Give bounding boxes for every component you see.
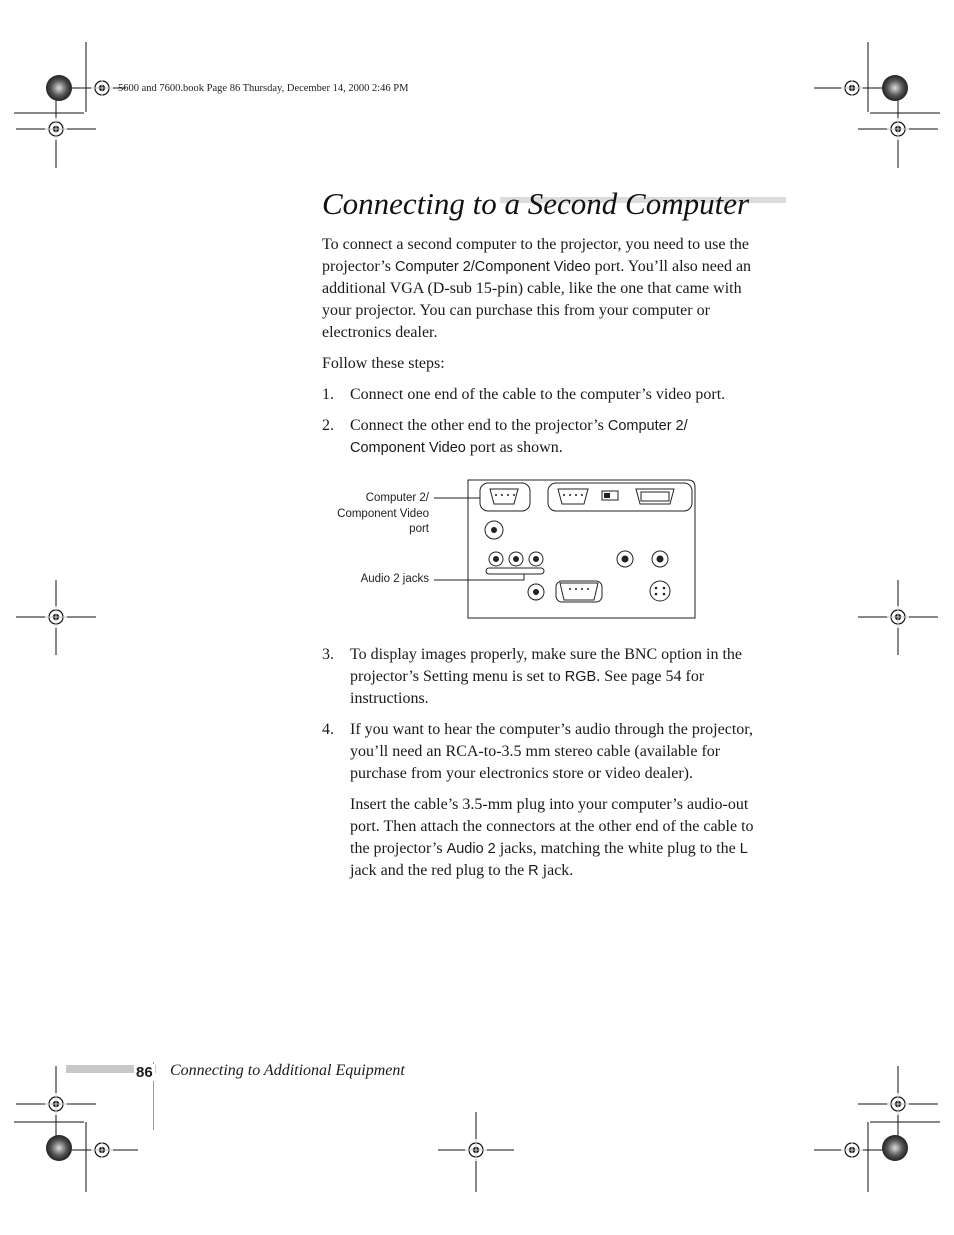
intro-paragraph: [322, 234, 792, 344]
callout-audio2-jacks: Audio 2 jacks: [360, 573, 429, 585]
step-line: [350, 437, 790, 459]
step-line: To display images properly, make sure the BNC option in the: [350, 646, 742, 663]
page-number: 86: [136, 1064, 153, 1081]
step-4-text: [350, 719, 790, 785]
step-1-text: Connect one end of the cable to the computer’s video port.: [350, 386, 726, 403]
intro-line: To connect a second computer to the projector, you need to use the: [322, 236, 749, 253]
callout-line: port: [409, 523, 429, 535]
step-text: port as shown.: [465, 439, 563, 456]
step-line: If you want to hear the computer’s audio through the projector,: [350, 721, 753, 738]
step-text: projector’s Setting menu is set to: [350, 668, 565, 685]
step-text: jacks, matching the white plug to the: [495, 840, 740, 857]
step-line: instructions.: [350, 690, 429, 707]
step-number: 4.: [322, 721, 334, 738]
step-number: 1.: [322, 386, 334, 403]
port-name: Component Video: [350, 440, 466, 456]
step-text: . See page 54 for: [596, 668, 705, 685]
intro-text: projector’s: [322, 258, 396, 275]
footer-section-title: Connecting to Additional Equipment: [170, 1062, 405, 1079]
step-text: jack.: [538, 862, 574, 879]
callout-line: Component Video: [337, 507, 429, 520]
step-line: [350, 415, 790, 437]
jack-label: L: [739, 841, 748, 857]
follow-steps-label: Follow these steps:: [322, 355, 445, 372]
port-name: Computer 2/Component Video: [395, 259, 591, 275]
step-line: port. Then attach the connectors at the other end of the cable to: [350, 818, 754, 835]
print-header-info: 5600 and 7600.book Page 86 Thursday, December 14, 2000 2:46 PM: [118, 83, 409, 94]
step-text: Connect the other end to the projector’s: [350, 417, 608, 434]
step-line: [350, 860, 790, 882]
step-4-detail: [350, 794, 790, 882]
step-2-text: [350, 415, 790, 459]
step-number: 3.: [322, 646, 334, 663]
menu-value: RGB: [564, 669, 597, 685]
step-text: jack and the red plug to the: [350, 862, 529, 879]
intro-line: [322, 256, 792, 278]
step-number: 2.: [322, 417, 334, 434]
callout-line: Computer 2/: [365, 492, 429, 504]
step-line: [350, 666, 790, 688]
projector-panel-figure: [318, 478, 718, 624]
step-3-text: [350, 644, 790, 710]
step-text: the projector’s: [350, 840, 447, 857]
intro-line: electronics dealer.: [322, 324, 438, 341]
intro-line: your projector. You can purchase this from your computer or: [322, 302, 710, 319]
step-line: purchase from your electronics store or video dealer).: [350, 765, 693, 782]
jack-label: R: [528, 863, 539, 879]
port-name: Computer 2/: [607, 418, 688, 434]
intro-text: port. You’ll also need an: [590, 258, 752, 275]
intro-line: additional VGA (D-sub 15-pin) cable, like the one that came with: [322, 280, 742, 297]
step-line: [350, 838, 790, 860]
step-line: Insert the cable’s 3.5-mm plug into your computer’s audio-out: [350, 796, 749, 813]
port-name: Audio 2: [446, 841, 496, 857]
page-title: Connecting to a Second Computer: [322, 186, 750, 221]
callout-computer2-port: [318, 491, 429, 538]
step-line: you’ll need an RCA-to-3.5 mm stereo cable (available for: [350, 743, 721, 760]
